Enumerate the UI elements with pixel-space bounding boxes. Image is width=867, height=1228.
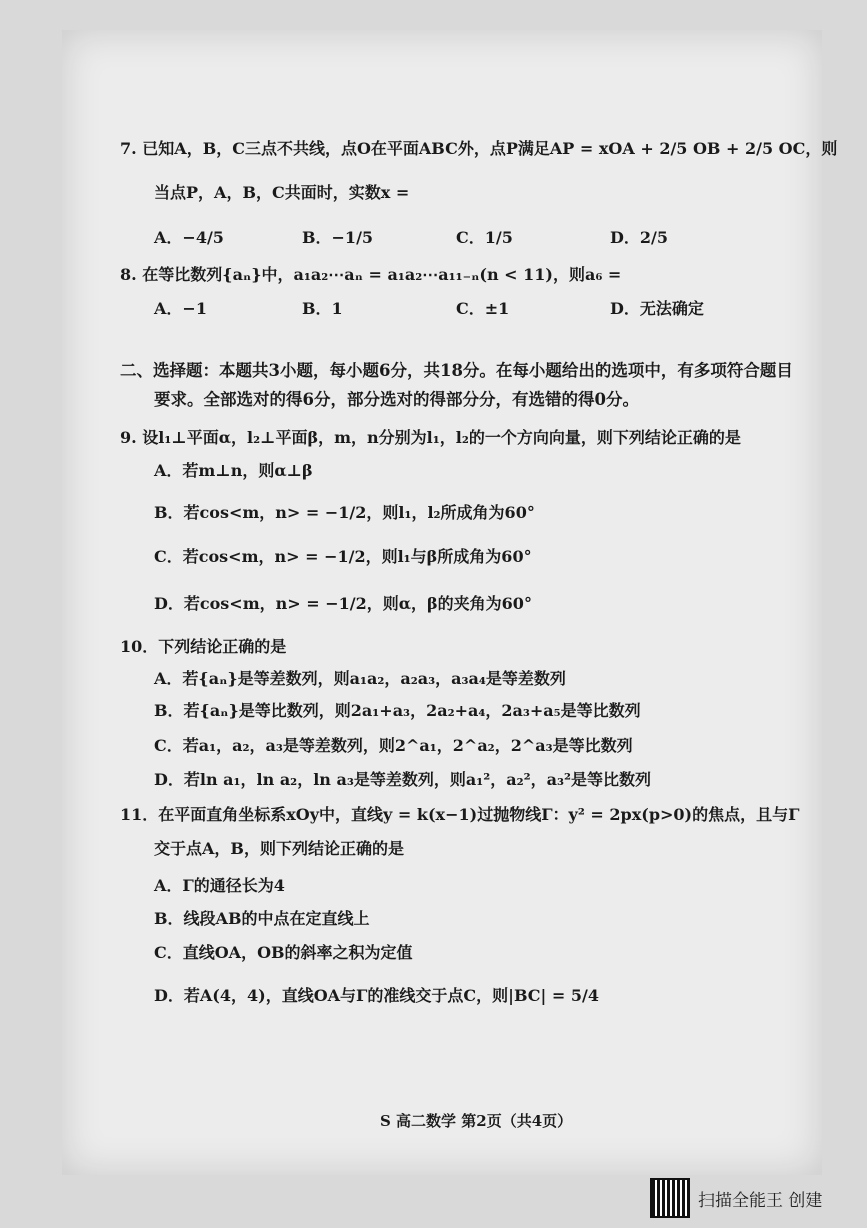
scanner-watermark bbox=[650, 1178, 822, 1218]
question-10-option-c: C．若a₁，a₂，a₃是等差数列，则2^a₁，2^a₂，2^a₃是等比数列 bbox=[154, 736, 633, 755]
question-8-line1: 8. 在等比数列{aₙ}中，a₁a₂⋯aₙ = a₁a₂⋯a₁₁₋ₙ(n < 11)，则a₆ = bbox=[120, 265, 622, 284]
question-10-option-a: A．若{aₙ}是等差数列，则a₁a₂，a₂a₃，a₃a₄是等差数列 bbox=[154, 669, 566, 688]
question-9-option-b: B．若cos<m，n> = −1/2，则l₁，l₂所成角为60° bbox=[154, 503, 535, 522]
question-11-line1: 11．在平面直角坐标系xOy中，直线y = k(x−1)过抛物线Γ：y² = 2px(p>0)的焦点，且与Γ bbox=[120, 805, 800, 824]
section-2-heading-line1: 二、选择题：本题共3小题，每小题6分，共18分。在每小题给出的选项中，有多项符合题目 bbox=[120, 361, 793, 380]
page-footer: S 高二数学 第2页（共4页） bbox=[380, 1112, 573, 1130]
question-10-option-b: B．若{aₙ}是等比数列，则2a₁+a₃，2a₂+a₄，2a₃+a₅是等比数列 bbox=[154, 701, 641, 720]
qr-code-icon bbox=[650, 1178, 690, 1218]
question-9-line1: 9. 设l₁⊥平面α，l₂⊥平面β，m，n分别为l₁，l₂的一个方向向量，则下列结论正确的是 bbox=[120, 428, 741, 447]
question-7-option-b: B．−1/5 bbox=[302, 228, 374, 247]
question-11-option-d: D．若A(4，4)，直线OA与Γ的准线交于点C，则|BC| = 5/4 bbox=[154, 986, 599, 1005]
exam-page bbox=[62, 30, 838, 1175]
question-8-option-d: D．无法确定 bbox=[610, 299, 704, 318]
question-7-option-c: C．1/5 bbox=[456, 228, 513, 247]
question-7-line1: 7. 已知A，B，C三点不共线，点O在平面ABC外，点P满足AP = xOA + 2/5 OB + 2/5 OC，则 bbox=[120, 139, 838, 158]
question-7-option-d: D．2/5 bbox=[610, 228, 668, 247]
question-9-option-a: A．若m⊥n，则α⊥β bbox=[154, 461, 313, 480]
question-8-option-a: A．−1 bbox=[154, 299, 207, 318]
question-7-option-a: A．−4/5 bbox=[154, 228, 224, 247]
question-11-line2: 交于点A，B，则下列结论正确的是 bbox=[154, 839, 404, 858]
question-11-option-a: A．Γ的通径长为4 bbox=[154, 876, 285, 895]
question-8-option-b: B．1 bbox=[302, 299, 343, 318]
question-11-option-c: C．直线OA，OB的斜率之积为定值 bbox=[154, 943, 413, 962]
question-9-option-c: C．若cos<m，n> = −1/2，则l₁与β所成角为60° bbox=[154, 547, 532, 566]
question-10-option-d: D．若ln a₁，ln a₂，ln a₃是等差数列，则a₁²，a₂²，a₃²是等比数列 bbox=[154, 770, 651, 789]
question-11-option-b: B．线段AB的中点在定直线上 bbox=[154, 909, 370, 928]
question-8-option-c: C．±1 bbox=[456, 299, 510, 318]
section-2-heading-line2: 要求。全部选对的得6分，部分选对的得部分分，有选错的得0分。 bbox=[154, 390, 639, 409]
question-7-line2: 当点P，A，B，C共面时，实数x = bbox=[154, 183, 410, 202]
question-10-line1: 10．下列结论正确的是 bbox=[120, 637, 287, 656]
question-9-option-d: D．若cos<m，n> = −1/2，则α，β的夹角为60° bbox=[154, 594, 532, 613]
watermark-text: 扫描全能王 创建 bbox=[698, 1190, 823, 1211]
